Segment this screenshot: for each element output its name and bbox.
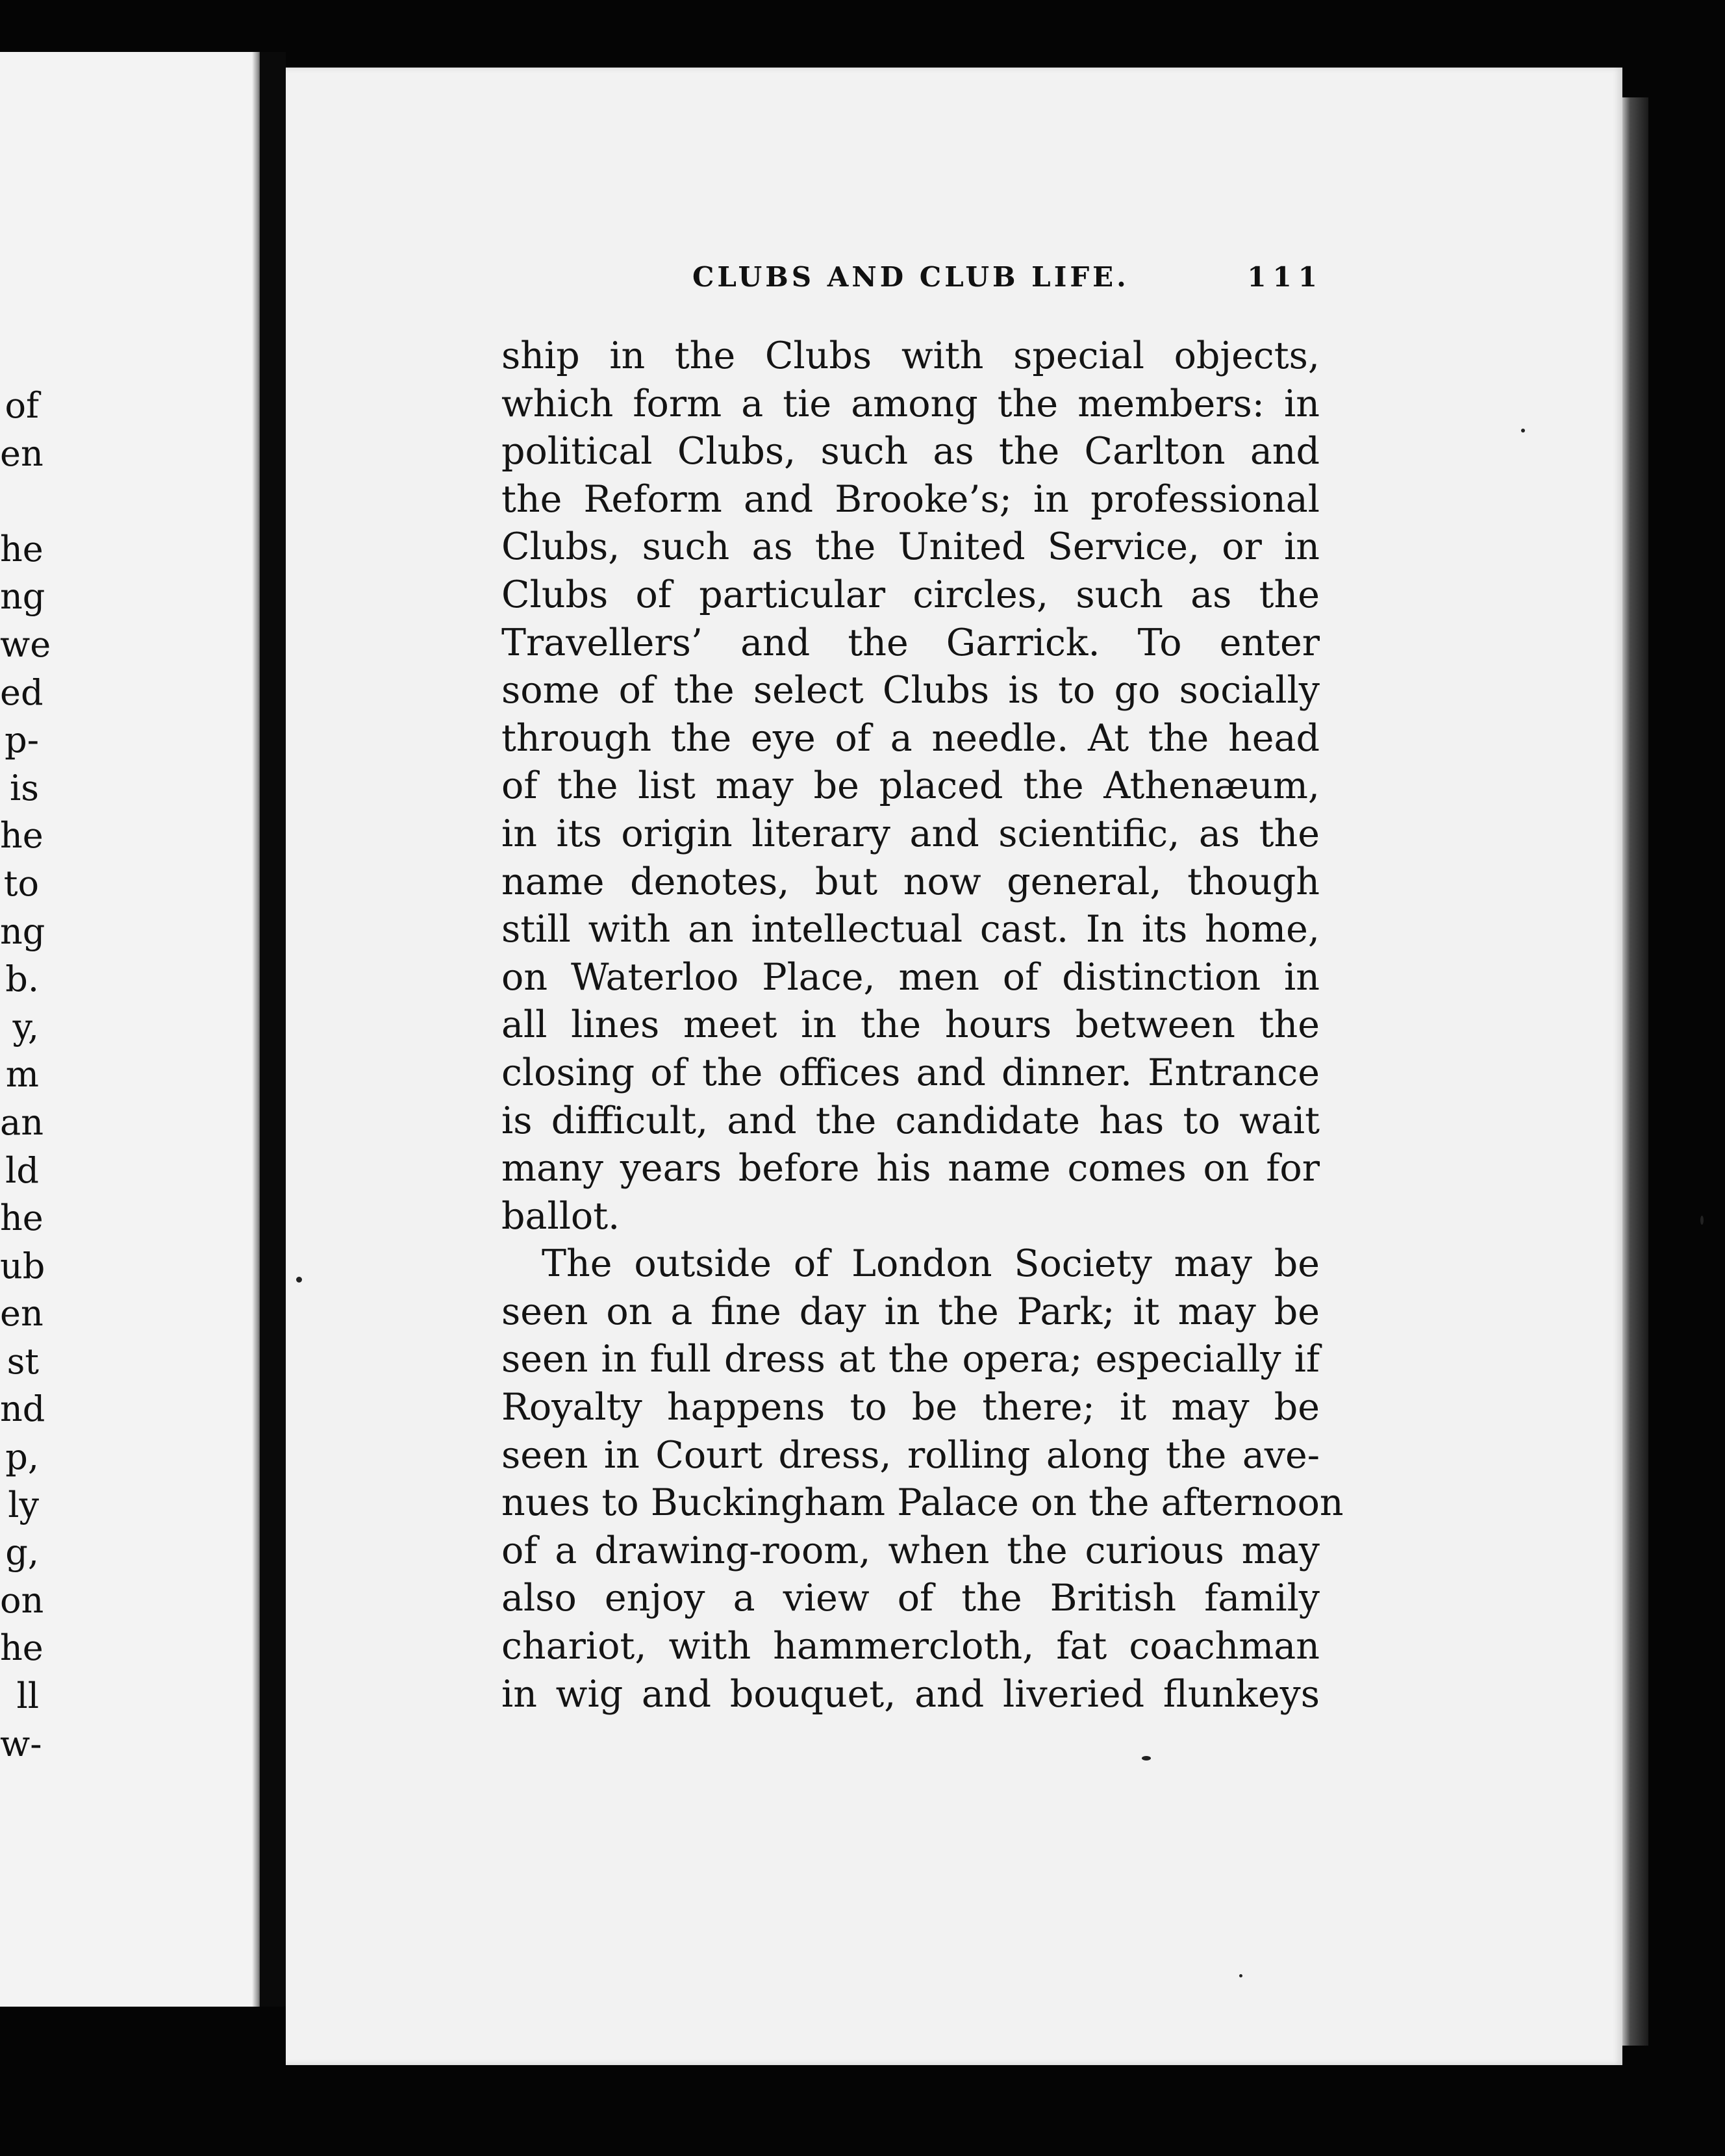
text-line: on Waterloo Place, men of distinction in <box>501 955 1320 999</box>
text-line: chariot, with hammercloth, fat coachman <box>501 1625 1320 1668</box>
running-head <box>692 255 1324 300</box>
line-fragment: ng <box>0 910 45 952</box>
text-line: in its origin literary and scientific, as the <box>501 812 1320 855</box>
line-fragment: he <box>0 528 44 570</box>
ink-speck <box>1700 1216 1704 1225</box>
line-fragment: m <box>5 1054 39 1096</box>
ink-speck <box>1239 1974 1242 1977</box>
text-line: nues to Buckingham Palace on the afternoon <box>501 1481 1344 1525</box>
line-fragment: is <box>10 767 39 808</box>
line-fragment: p- <box>5 720 39 761</box>
text-line: also enjoy a view of the British family <box>501 1577 1320 1620</box>
line-fragment: he <box>0 815 44 857</box>
paragraph-2 <box>501 1240 1344 1718</box>
text-line: political Clubs, such as the Carlton and <box>501 430 1320 473</box>
text-line: Clubs of particular circles, such as the <box>501 573 1320 616</box>
text-line: some of the select Clubs is to go socially <box>501 669 1320 712</box>
paragraph-1 <box>501 332 1320 1240</box>
text-line: many years before his name comes on for <box>501 1147 1320 1190</box>
text-line: of a drawing-room, when the curious may <box>501 1529 1320 1572</box>
line-fragment: to <box>3 862 39 904</box>
text-line: all lines meet in the hours between the <box>501 1003 1320 1047</box>
page-body <box>501 332 1344 1718</box>
ink-speck <box>1521 429 1525 432</box>
text-line: name denotes, but now general, though <box>501 860 1320 903</box>
text-line: Travellers’ and the Garrick. To enter <box>501 621 1320 664</box>
line-fragment: st <box>6 1340 39 1382</box>
line-fragment: ub <box>0 1245 45 1286</box>
text-line: ship in the Clubs with special objects, <box>501 334 1320 377</box>
line-fragment <box>0 477 39 525</box>
text-line: ballot. <box>501 1194 620 1238</box>
line-fragment: g, <box>5 1532 39 1573</box>
line-fragment: ly <box>8 1484 39 1525</box>
text-line: is difficult, and the candidate has to wait <box>501 1099 1320 1142</box>
text-line: closing of the offices and dinner. Entrance <box>501 1051 1320 1094</box>
text-line: the Reform and Brooke’s; in professional <box>501 477 1320 521</box>
line-fragment: p, <box>5 1436 39 1478</box>
text-line: in wig and bouquet, and liveried flunkeys <box>501 1672 1320 1716</box>
text-line: seen in Court dress, rolling along the ave- <box>501 1433 1320 1477</box>
line-fragment: on <box>0 1579 44 1621</box>
line-fragment: ll <box>16 1675 39 1717</box>
line-fragment: ed <box>0 671 44 713</box>
line-fragment: an <box>0 1101 44 1143</box>
ink-speck <box>296 1277 302 1283</box>
line-fragment: en <box>0 1293 44 1335</box>
line-fragment: of <box>5 385 39 426</box>
line-fragment: ng <box>0 576 45 618</box>
line-fragment: ld <box>5 1149 39 1191</box>
text-line: through the eye of a needle. At the head <box>501 716 1320 760</box>
line-fragment: w- <box>0 1723 42 1764</box>
text-line: which form a tie among the members: in <box>501 382 1320 425</box>
ink-speck <box>1142 1756 1151 1761</box>
text-line: Clubs, such as the United Service, or in <box>501 525 1320 569</box>
page-edge <box>1622 97 1648 2046</box>
text-line: seen on a fine day in the Park; it may be <box>501 1290 1320 1333</box>
text-line: of the list may be placed the Athenæum, <box>501 764 1320 808</box>
text-line: seen in full dress at the opera; especially if <box>501 1338 1320 1381</box>
previous-page-line-endings <box>0 382 51 1768</box>
text-line: Royalty happens to be there; it may be <box>501 1386 1320 1429</box>
text-line: The outside of London Society may be <box>542 1242 1320 1286</box>
running-head-title: CLUBS AND CLUB LIFE. <box>692 261 1129 293</box>
line-fragment: en <box>0 432 44 474</box>
line-fragment: nd <box>0 1388 45 1430</box>
line-fragment: we <box>0 623 51 665</box>
line-fragment: he <box>0 1627 44 1669</box>
book-gutter <box>260 52 286 2007</box>
line-fragment: b. <box>5 959 39 1000</box>
page-number: 111 <box>1247 261 1324 293</box>
previous-page <box>0 52 260 2007</box>
line-fragment: y, <box>12 1006 39 1047</box>
text-line: still with an intellectual cast. In its home, <box>501 908 1320 951</box>
line-fragment: he <box>0 1197 44 1239</box>
